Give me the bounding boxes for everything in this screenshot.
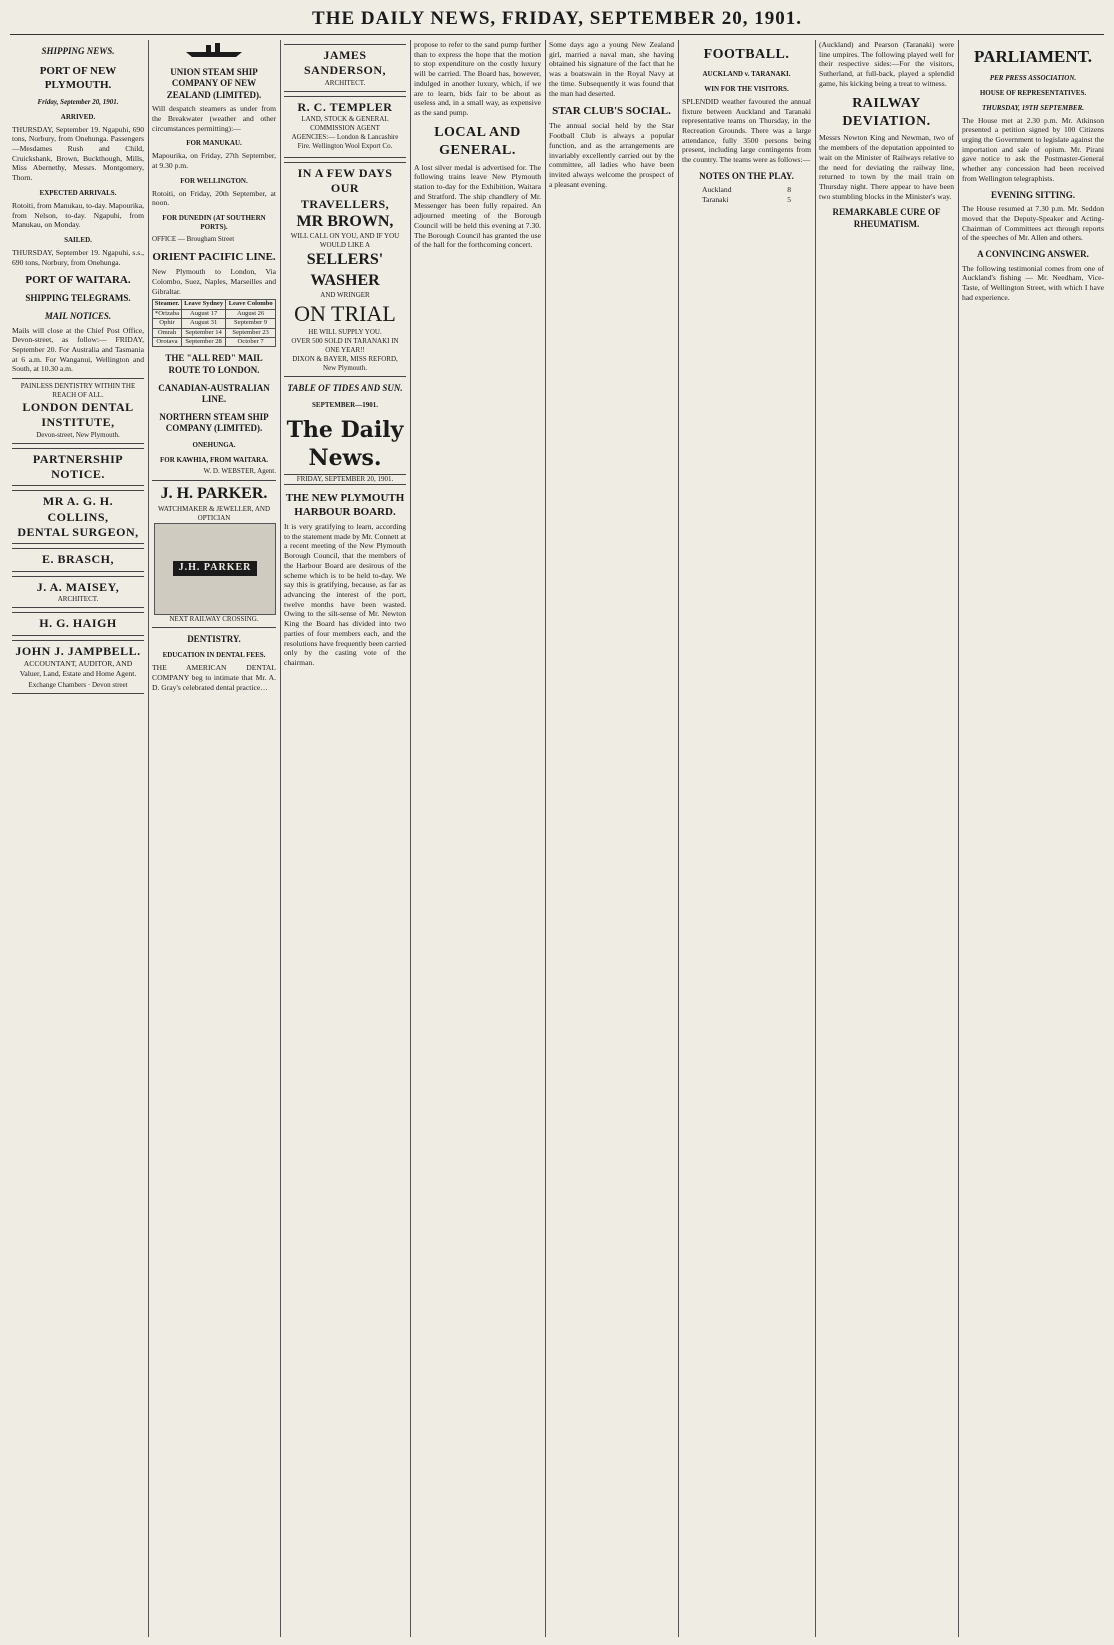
- table-cell: September 23: [226, 328, 276, 337]
- section-heading: PARLIAMENT.: [974, 47, 1092, 66]
- ad-title: H. G. HAIGH: [39, 616, 117, 631]
- section-heading: RAILWAY DEVIATION.: [842, 95, 931, 129]
- section-heading: SHIPPING TELEGRAMS.: [25, 293, 131, 304]
- dateline: FRIDAY, SEPTEMBER 20, 1901.: [284, 474, 406, 485]
- table-cell: Omrah: [153, 328, 182, 337]
- article-text: The annual social held by the Star Football Club is always a popular function, and as the arrangements are invariably excellently carried out by the committee, all ladies who have been invited always welcome the prospect of a pleasant evening.: [549, 121, 674, 189]
- section-heading: TABLE OF TIDES AND SUN.: [287, 383, 403, 394]
- article-text: (Auckland) and Pearson (Taranaki) were line umpires. The following played well for their respective sides:—For the visitors, Sutherland, at full-back, played a splendid game, his kicking being a treat to witness.: [819, 40, 954, 88]
- table-cell: September 9: [226, 319, 276, 328]
- table-cell: Orotava: [153, 338, 182, 347]
- table-cell: October 7: [226, 338, 276, 347]
- ad-address: Devon-street, New Plymouth.: [36, 430, 120, 439]
- ad-subtitle: ARCHITECT.: [324, 78, 366, 87]
- article-text: THURSDAY, September 19. Ngapuhi, s.s., 690 tons, Norbury, from Onehunga.: [12, 247, 144, 267]
- ad-title: J. A. MAISEY,: [36, 579, 120, 594]
- advertisement: [284, 44, 406, 92]
- column-shipping: [12, 40, 144, 1637]
- sub-heading: EDUCATION IN DENTAL FEES.: [162, 651, 266, 660]
- ad-subtitle: LAND, STOCK & GENERAL COMMISSION AGENT: [301, 115, 389, 132]
- ad-text: ACCOUNTANT, AUDITOR, AND Valuer, Land, Estate and Home Agent.: [19, 658, 137, 678]
- article-text: Mapourika, on Friday, 27th September, at 9.30 p.m.: [152, 151, 276, 171]
- article-text: THE AMERICAN DENTAL COMPANY beg to intimate that Mr. A. D. Gray's celebrated dental practice…: [152, 663, 276, 692]
- section-heading: THE "ALL RED" MAIL ROUTE TO LONDON.: [165, 353, 263, 375]
- ad-title: JOHN J. JAMPBELL.: [15, 643, 141, 658]
- ad-line: WILL CALL ON YOU, AND IF YOU WOULD LIKE A: [290, 232, 400, 250]
- column-rule: [280, 40, 281, 1637]
- advertisement: [12, 448, 144, 487]
- team-score: 8: [787, 185, 791, 195]
- newspaper-title: The Daily News.: [286, 416, 404, 471]
- score-line: [682, 195, 811, 205]
- section-heading: PORT OF NEW PLYMOUTH.: [39, 64, 117, 91]
- article-text: SPLENDID weather favoured the annual fixture between Auckland and Taranaki representative teams on Thursday, in the Recreation Grounds. There was a large attendance, fully 3500 persons being present, including large contingents from the country. The teams were as follows:—: [682, 96, 811, 165]
- table-header: Leave Sydney: [181, 300, 225, 309]
- table-cell: September 28: [181, 338, 225, 347]
- sub-heading: HOUSE OF REPRESENTATIVES.: [979, 88, 1087, 97]
- advertisement: [12, 548, 144, 571]
- leader-heading: THE NEW PLYMOUTH HARBOUR BOARD.: [285, 491, 405, 518]
- article-text: Some days ago a young New Zealand girl, married a naval man, she having obtained his signature of the fact that he was a boatswain in the Royal Navy at the time. Subsequently it was found that the man had deserted.: [549, 40, 674, 98]
- section-heading: UNION STEAM SHIP COMPANY OF NEW ZEALAND (LIMITED).: [166, 66, 262, 100]
- ad-line: DIXON & BAYER, MISS REFORD, New Plymouth.: [292, 355, 398, 373]
- shopfront-illustration: [154, 523, 276, 615]
- masthead: THE DAILY NEWS, FRIDAY, SEPTEMBER 20, 1901.: [312, 8, 802, 29]
- sub-heading: FOR WELLINGTON.: [180, 176, 248, 185]
- ad-title: LONDON DENTAL INSTITUTE,: [22, 400, 134, 430]
- section-heading: MAIL NOTICES.: [44, 310, 112, 321]
- ad-title: ON TRIAL: [294, 301, 396, 327]
- sub-heading: FOR MANUKAU.: [186, 139, 242, 148]
- agent-signature: W. D. WEBSTER, Agent.: [203, 467, 276, 476]
- table-cell: September 14: [181, 328, 225, 337]
- ad-caption: NEXT RAILWAY CROSSING.: [169, 614, 259, 623]
- column-rule: [148, 40, 149, 1637]
- section-heading: LOCAL AND GENERAL.: [434, 124, 521, 158]
- sub-heading: NOTES ON THE PLAY.: [699, 170, 794, 181]
- article-text: Messrs Newton King and Newman, two of the members of the deputation appointed to wait on the Minister of Railways relative to the need for deviating the railway line, returned to town by the mail train on Thursday night. There appear to have been two stumbling blocks in the Minister's way.: [819, 133, 954, 201]
- table-header: Leave Colombo: [226, 300, 276, 309]
- table-cell: August 31: [181, 319, 225, 328]
- team-name: Auckland: [702, 185, 732, 195]
- dateline: Friday, September 20, 1901.: [37, 97, 119, 106]
- column-rule: [958, 40, 959, 1637]
- section-heading: CANADIAN-AUSTRALIAN LINE.: [158, 382, 270, 405]
- ad-line: AND WRINGER: [320, 291, 370, 300]
- sub-heading: WIN FOR THE VISITORS.: [704, 84, 789, 93]
- column-local: [414, 40, 541, 1637]
- table-cell: August 26: [226, 309, 276, 318]
- sub-heading: FOR KAWHIA, FROM WAITARA.: [159, 455, 269, 464]
- column-rule: [545, 40, 546, 1637]
- section-heading: FOOTBALL.: [703, 47, 790, 62]
- sailing-table: [152, 299, 276, 347]
- article-text: propose to refer to the sand pump further than to express the hope that the motion to stop expenditure on the costly luxury will be carried. The Board has, however, indulged in another luxury, which, if we are to learn, bids fair to be about as useless and, in a small way, as expensive as the sand pump.: [414, 40, 541, 118]
- column-railway: [819, 40, 954, 1637]
- shop-sign: J.H. PARKER: [173, 561, 258, 576]
- table-row: [153, 338, 276, 347]
- sub-heading: ARRIVED.: [60, 112, 96, 121]
- article-text: A lost silver medal is advertised for. The following trains leave New Plymouth station to-day for the Exhibition, Waitara and Stratford. The ship chandlery of Mr. Messenger has been fully repaired. An adjourned meeting of the Borough Council will be held this evening at 7.30. The Borough Council has granted the use of the hall for the forthcoming concert.: [414, 162, 541, 250]
- dateline: THURSDAY, 19TH SEPTEMBER.: [981, 103, 1085, 112]
- advertisement: [12, 640, 144, 695]
- table-cell: *Orizaba: [153, 309, 182, 318]
- advertisement-washer: [284, 162, 406, 377]
- ad-subtitle: DENTAL SURGEON,: [17, 525, 139, 540]
- article-text: THURSDAY, September 19. Ngapuhi, 690 tons, Norbury, from Onehunga. Passengers—Mesdames Rush and Child, Cruickshank, Brown, Buckthough, Mills, Miss Abernethy, Messrs. Montgomery, Thorn.: [12, 124, 144, 183]
- ad-title: E. BRASCH,: [41, 552, 114, 567]
- advertisement-parker: [152, 480, 276, 627]
- advertisement: [12, 576, 144, 608]
- table-row: [153, 319, 276, 328]
- article-text: Will despatch steamers as under from the Breakwater (weather and other circumstances permitting):—: [152, 104, 276, 133]
- by-line: PER PRESS ASSOCIATION.: [989, 73, 1077, 82]
- team-score: 5: [787, 195, 791, 205]
- column-rule: [815, 40, 816, 1637]
- score-line: [682, 185, 811, 195]
- section-heading: A CONVINCING ANSWER.: [977, 249, 1089, 260]
- ad-title: MR BROWN,: [296, 212, 394, 230]
- ad-title: PARTNERSHIP NOTICE.: [32, 451, 124, 482]
- table-row: [153, 309, 276, 318]
- column-parliament: [962, 40, 1104, 1637]
- ad-title: SELLERS' WASHER: [306, 251, 384, 289]
- ad-title: JAMES SANDERSON,: [303, 48, 386, 78]
- column-rule: [678, 40, 679, 1637]
- article-text: Rotoiti, on Friday, 20th September, at noon.: [152, 188, 276, 208]
- ad-title: J. H. PARKER.: [160, 485, 268, 503]
- ad-subtitle: WATCHMAKER & JEWELLER, AND OPTICIAN: [158, 504, 270, 522]
- ad-heading: PAINLESS DENTISTRY WITHIN THE REACH OF ALL.: [20, 382, 136, 400]
- ad-line: OVER 500 SOLD IN TARANAKI IN ONE YEAR!!: [291, 337, 399, 355]
- table-cell: August 17: [181, 309, 225, 318]
- ad-subtitle: ARCHITECT.: [57, 595, 99, 604]
- table-row: [153, 328, 276, 337]
- column-news: [549, 40, 674, 1637]
- team-name: Taranaki: [702, 195, 729, 205]
- column-rule: [410, 40, 411, 1637]
- article-text: The House met at 2.30 p.m. Mr. Atkinson presented a petition signed by 100 Citizens urging the Government to legislate against the importation and sale of opium. Mr. Pirani gave notice to ask the Postmaster-General whether any concession had been received from Wellington telegraphists.: [962, 115, 1104, 183]
- ship-icon: [152, 40, 276, 61]
- section-heading: PORT OF WAITARA.: [25, 274, 131, 287]
- section-heading: SHIPPING NEWS.: [41, 46, 115, 56]
- sub-heading: SAILED.: [64, 236, 92, 244]
- section-heading: STAR CLUB'S SOCIAL.: [552, 105, 671, 118]
- ad-title: MR A. G. H. COLLINS,: [42, 494, 114, 524]
- ad-title: R. C. TEMPLER: [297, 99, 393, 114]
- table-header: Steamer.: [153, 300, 182, 309]
- sub-heading: EXPECTED ARRIVALS.: [39, 188, 117, 197]
- article-text: Mails will close at the Chief Post Office, Devon-street, as follow:— FRIDAY, September 20. For Australia and Tasmania at 6 a.m. For Wanganui, Wellington and South, at 10.30 a.m.: [12, 325, 144, 374]
- advertisement: [284, 96, 406, 158]
- section-heading: ORIENT PACIFIC LINE.: [152, 251, 276, 264]
- sub-heading: ONEHUNGA.: [192, 440, 236, 449]
- article-text: The following testimonial comes from one of Auckland's fishing — Mr. Needham, Vice-Taste, of Wellington Street, with which I have had experience.: [962, 263, 1104, 302]
- ad-line: HE WILL SUPPLY YOU.: [308, 328, 382, 337]
- column-football: [682, 40, 811, 1637]
- ad-text: AGENCIES:— London & Lancashire Fire. Wellington Wool Export Co.: [291, 132, 399, 150]
- column-steamers: [152, 40, 276, 1637]
- article-text: Rotoiti, from Manukau, to-day. Mapourika, from Nelson, to-day. Ngapuhi, from Manukau, on Monday.: [12, 200, 144, 230]
- sub-heading: SEPTEMBER—1901.: [312, 400, 378, 409]
- column-ads-leader: [284, 40, 406, 1637]
- masthead-rule: [10, 34, 1104, 35]
- advertisement: [12, 378, 144, 444]
- section-heading: DENTISTRY.: [187, 633, 241, 644]
- sub-heading: AUCKLAND v. TARANAKI.: [702, 69, 791, 78]
- section-heading: NORTHERN STEAM SHIP COMPANY (LIMITED).: [159, 411, 269, 434]
- ad-footer: Exchange Chambers · Devon street: [28, 681, 128, 690]
- office-line: OFFICE — Brougham Street: [152, 235, 235, 244]
- table-header-row: [153, 300, 276, 309]
- advertisement: [12, 490, 144, 544]
- table-cell: Ophir: [153, 319, 182, 328]
- section-heading: REMARKABLE CURE OF RHEUMATISM.: [832, 207, 941, 229]
- article-text: The House resumed at 7.30 p.m. Mr. Seddon moved that the Deputy-Speaker and Acting-Chairman of Committees act through reports of the speeches of Mr. Allen and others.: [962, 204, 1104, 243]
- sub-heading: EVENING SITTING.: [990, 189, 1076, 200]
- ad-line: IN A FEW DAYS OUR TRAVELLERS,: [297, 165, 393, 211]
- article-text: It is very gratifying to learn, according to the statement made by Mr. Connett at a recent meeting of the New Plymouth Borough Council, that the members of the Harbour Board are desirous of the scheme which is to be held to-day. We say this is gratifying, because, as far as advancing the interest of the port, twelve months have been wasted. Owing to the silt-sense of Mr. Newton King the Board has divided into two parties of four members each, and the resolutions have frequently been carried only by the casting vote of the chairman.: [284, 522, 406, 668]
- article-text: New Plymouth to London, Via Colombo, Suez, Naples, Marseilles and Gibraltar.: [152, 267, 276, 296]
- advertisement: [12, 612, 144, 635]
- sub-heading: FOR DUNEDIN (AT SOUTHERN PORTS).: [162, 214, 266, 232]
